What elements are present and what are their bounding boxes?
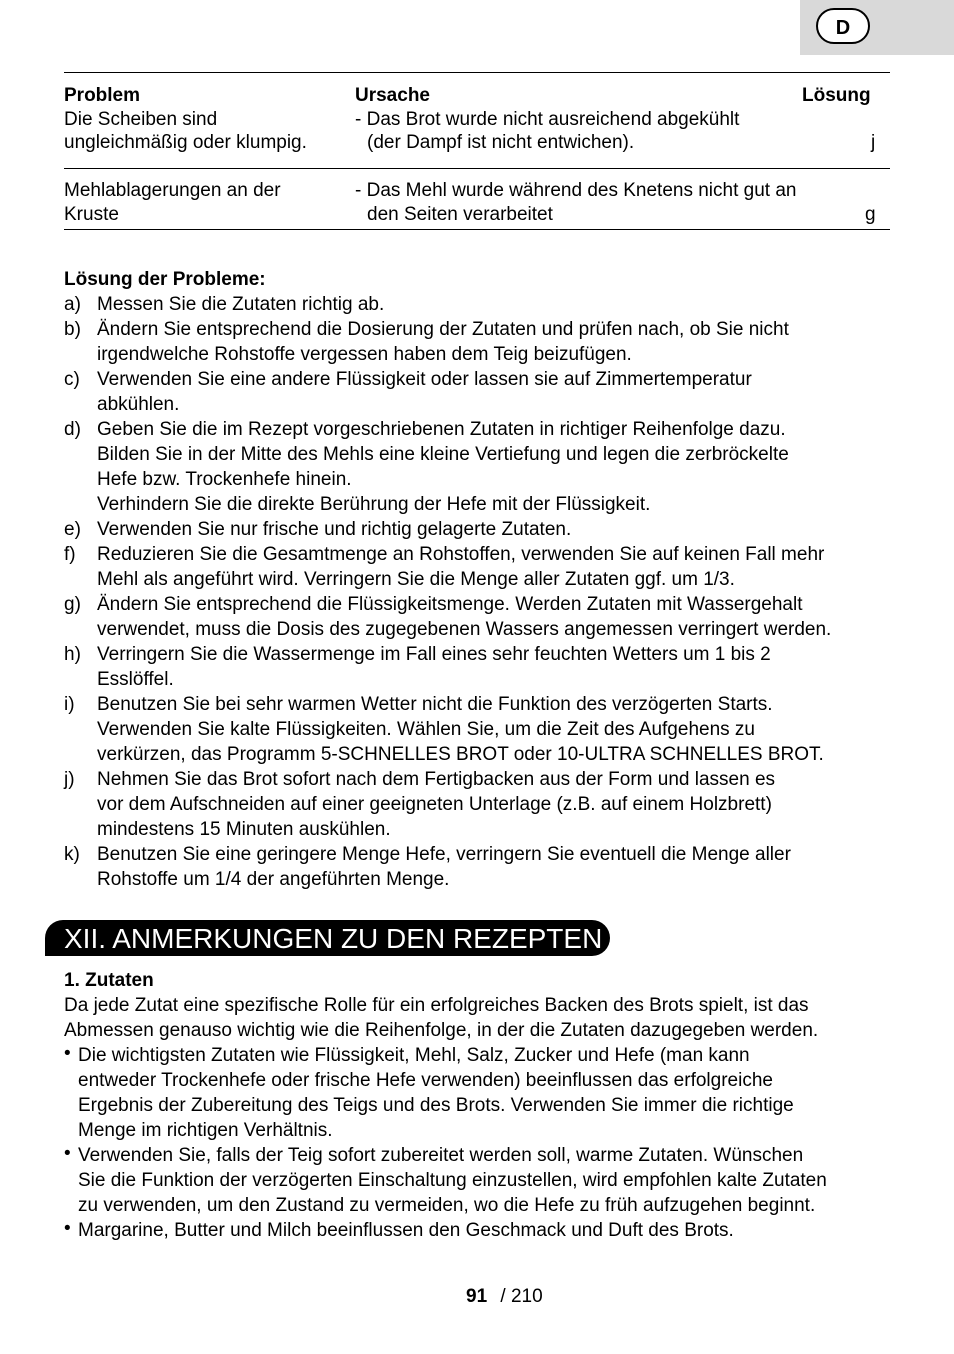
list-item-line: Ändern Sie entsprechend die Dosierung der Zutaten und prüfen nach, ob Sie nicht <box>97 319 789 340</box>
list-item-line: Bilden Sie in der Mitte des Mehls eine kleine Vertiefung und legen die zerbröckelte <box>97 444 789 465</box>
bullet-line: zu verwenden, um den Zustand zu vermeiden, wo die Hefe zu früh aufzugehen beginnt. <box>78 1195 816 1216</box>
list-item-line: Verhindern Sie die direkte Berührung der Hefe mit der Flüssigkeit. <box>97 494 651 515</box>
list-item <box>64 517 894 542</box>
column-header-solution: Lösung <box>802 85 871 106</box>
table-bottom-rule <box>64 229 890 230</box>
column-header-cause: Ursache <box>355 85 430 106</box>
list-item-line: Reduzieren Sie die Gesamtmenge an Rohstoffen, verwenden Sie auf keinen Fall mehr <box>97 544 825 565</box>
cause-cell-line: - Das Mehl wurde während des Knetens nicht gut an <box>355 180 797 201</box>
table-top-rule <box>64 72 890 73</box>
list-item <box>64 642 894 692</box>
list-item-line: Verringern Sie die Wassermenge im Fall eines sehr feuchten Wetters um 1 bis 2 <box>97 644 771 665</box>
list-item-line: Rohstoffe um 1/4 der angeführten Menge. <box>97 869 450 890</box>
section-subheading: 1. Zutaten <box>64 970 154 991</box>
cause-cell-line: den Seiten verarbeitet <box>367 204 553 225</box>
list-item-letter: a) <box>64 294 81 315</box>
list-item-line: Messen Sie die Zutaten richtig ab. <box>97 294 385 315</box>
list-item-letter: i) <box>64 694 75 715</box>
list-item-line: Nehmen Sie das Brot sofort nach dem Fertigbacken aus der Form und lassen es <box>97 769 776 790</box>
list-item-line: mindestens 15 Minuten auskühlen. <box>97 819 391 840</box>
list-item-line: Mehl als angeführt wird. Verringern Sie die Menge aller Zutaten ggf. um 1/3. <box>97 569 735 590</box>
bullet-line: Verwenden Sie, falls der Teig sofort zubereitet werden soll, warme Zutaten. Wünschen <box>78 1145 804 1166</box>
language-tab <box>800 0 954 55</box>
bullet-line: Menge im richtigen Verhältnis. <box>78 1120 333 1141</box>
list-item-letter: b) <box>64 319 81 340</box>
bullet-item <box>64 1218 894 1243</box>
list-item-letter: f) <box>64 544 76 565</box>
problem-cell-line: Die Scheiben sind <box>64 109 218 130</box>
bullet-marker: • <box>64 1143 71 1164</box>
bullet-line: Die wichtigsten Zutaten wie Flüssigkeit, Mehl, Salz, Zucker und Hefe (man kann <box>78 1045 750 1066</box>
language-badge: D <box>816 8 870 44</box>
list-item-line: Benutzen Sie eine geringere Menge Hefe, verringern Sie eventuell die Menge aller <box>97 844 791 865</box>
list-item-line: Hefe bzw. Trockenhefe hinein. <box>97 469 352 490</box>
intro-line: Da jede Zutat eine spezifische Rolle für ein erfolgreiches Backen des Brots spielt, ist das <box>64 995 809 1016</box>
list-item <box>64 592 894 642</box>
table-row-divider <box>64 168 890 169</box>
list-item-letter: k) <box>64 844 80 865</box>
list-item <box>64 542 894 592</box>
list-item-letter: d) <box>64 419 81 440</box>
problem-cell-line: Kruste <box>64 204 119 225</box>
bullet-item <box>64 1043 894 1143</box>
list-item-letter: h) <box>64 644 81 665</box>
bullet-line: entweder Trockenhefe oder frische Hefe verwenden) beeinflussen das erfolgreiche <box>78 1070 773 1091</box>
list-item-line: Benutzen Sie bei sehr warmen Wetter nicht die Funktion des verzögerten Starts. <box>97 694 773 715</box>
intro-line: Abmessen genauso wichtig wie die Reihenfolge, in der die Zutaten dazugegeben werden. <box>64 1020 819 1041</box>
list-item-line: Verwenden Sie nur frische und richtig gelagerte Zutaten. <box>97 519 572 540</box>
cause-cell-line: - Das Brot wurde nicht ausreichend abgekühlt <box>355 109 740 130</box>
solutions-title: Lösung der Probleme: <box>64 269 266 290</box>
solution-cell: g <box>865 204 876 225</box>
section-heading: XII. ANMERKUNGEN ZU DEN REZEPTEN <box>45 920 610 956</box>
list-item-letter: e) <box>64 519 81 540</box>
solutions-list <box>64 267 894 892</box>
solution-cell: j <box>871 132 876 153</box>
column-header-problem: Problem <box>64 85 141 106</box>
list-item-letter: c) <box>64 369 80 390</box>
list-item <box>64 417 894 517</box>
list-item <box>64 292 894 317</box>
current-page: 91 <box>466 1286 488 1307</box>
list-item-line: vor dem Aufschneiden auf einer geeigneten Unterlage (z.B. auf einem Holzbrett) <box>97 794 772 815</box>
bullet-marker: • <box>64 1043 71 1064</box>
cause-cell-line: (der Dampf ist nicht entwichen). <box>367 132 635 153</box>
bullet-marker: • <box>64 1218 71 1239</box>
list-item-line: Verwenden Sie kalte Flüssigkeiten. Wählen Sie, um die Zeit des Aufgehens zu <box>97 719 755 740</box>
list-item-line: Verwenden Sie eine andere Flüssigkeit oder lassen sie auf Zimmertemperatur <box>97 369 752 390</box>
problem-cell-line: Mehlablagerungen an der <box>64 180 281 201</box>
list-item-line: abkühlen. <box>97 394 180 415</box>
list-item <box>64 317 894 367</box>
list-item <box>64 367 894 417</box>
bullet-line: Margarine, Butter und Milch beeinflussen den Geschmack und Duft des Brots. <box>78 1220 734 1241</box>
section-body <box>64 968 894 1243</box>
list-item-line: verkürzen, das Programm 5-SCHNELLES BROT oder 10-ULTRA SCHNELLES BROT. <box>97 744 824 765</box>
list-item <box>64 692 894 767</box>
list-item-line: Ändern Sie entsprechend die Flüssigkeitsmenge. Werden Zutaten mit Wassergehalt <box>97 594 803 615</box>
list-item-line: Esslöffel. <box>97 669 174 690</box>
problem-cell-line: ungleichmäßig oder klumpig. <box>64 132 307 153</box>
list-item-line: Geben Sie die im Rezept vorgeschriebenen Zutaten in richtiger Reihenfolge dazu. <box>97 419 786 440</box>
bullet-line: Sie die Funktion der verzögerten Einschaltung einzustellen, wird empfohlen kalte Zutaten <box>78 1170 827 1191</box>
list-item-letter: j) <box>64 769 75 790</box>
list-item-line: verwendet, muss die Dosis des zugegebenen Wassers angemessen verringert werden. <box>97 619 832 640</box>
list-item-line: irgendwelche Rohstoffe vergessen haben dem Teig beizufügen. <box>97 344 632 365</box>
total-pages: / 210 <box>500 1286 543 1307</box>
list-item <box>64 842 894 892</box>
list-item-letter: g) <box>64 594 81 615</box>
list-item <box>64 767 894 842</box>
bullet-line: Ergebnis der Zubereitung des Teigs und des Brots. Verwenden Sie immer die richtige <box>78 1095 794 1116</box>
page-number <box>466 1286 543 1308</box>
bullet-item <box>64 1143 894 1218</box>
